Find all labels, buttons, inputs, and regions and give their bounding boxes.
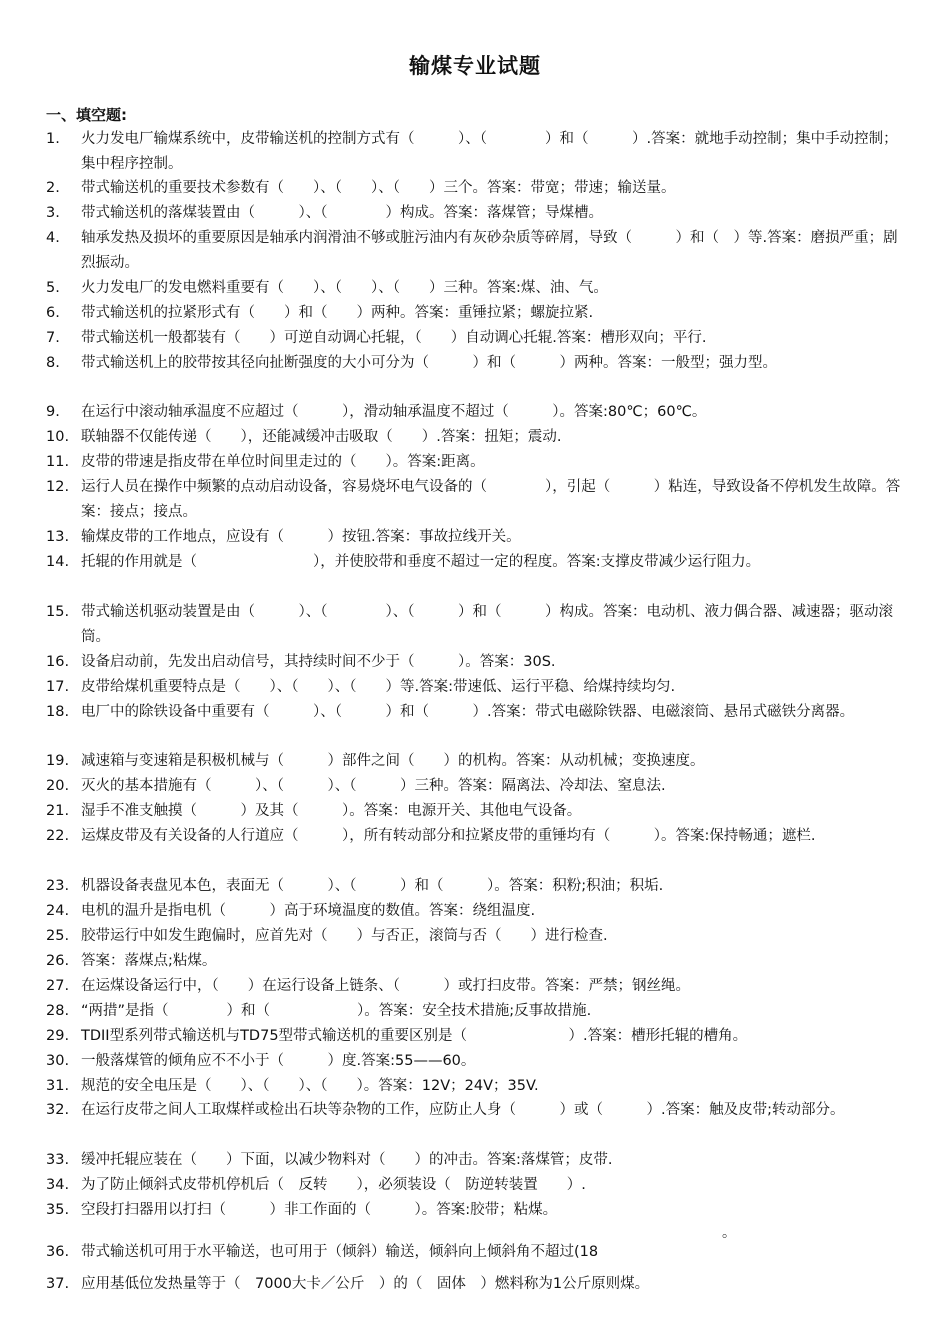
question-item bbox=[46, 774, 912, 799]
question-text: 电机的温升是指电机（ ）高于环境温度的数值。答案：绕组温度. bbox=[81, 903, 536, 919]
question-number: 23. bbox=[46, 878, 70, 894]
question-number: 9. bbox=[46, 404, 60, 420]
question-item bbox=[46, 1148, 912, 1173]
question-text: 皮带的带速是指皮带在单位时间里走过的（ ）。答案:距离。 bbox=[81, 454, 485, 470]
question-number: 10. bbox=[46, 429, 70, 445]
page-title: 输煤专业试题 bbox=[409, 54, 541, 78]
question-item bbox=[46, 425, 912, 450]
question-text: 胶带运行中如发生跑偏时，应首先对（ ）与否正，滚筒与否（ ）进行检查. bbox=[81, 928, 608, 944]
question-number: 14. bbox=[46, 554, 70, 570]
question-number: 15. bbox=[46, 604, 70, 620]
question-item bbox=[46, 475, 912, 524]
question-number: 21. bbox=[46, 803, 70, 819]
question-number: 18. bbox=[46, 704, 70, 720]
question-number: 12. bbox=[46, 479, 70, 495]
question-number: 32. bbox=[46, 1102, 70, 1118]
question-item bbox=[46, 874, 912, 899]
question-item bbox=[46, 799, 912, 824]
question-text: 湿手不准支触摸（ ）及其（ ）。答案：电源开关、其他电气设备。 bbox=[81, 803, 582, 819]
question-item bbox=[46, 1049, 912, 1074]
question-item bbox=[46, 525, 912, 550]
question-number: 20. bbox=[46, 778, 70, 794]
question-item bbox=[46, 1024, 912, 1049]
question-text: 应用基低位发热量等于（ 7000大卡／公斤 ）的（ 固体 ）燃料称为1公斤原则煤。 bbox=[81, 1276, 650, 1292]
question-item bbox=[46, 1173, 912, 1198]
question-number: 36. bbox=[46, 1244, 70, 1260]
question-text: 带式输送机可用于水平输送，也可用于（倾斜）输送，倾斜向上倾斜角不超过(18 bbox=[81, 1244, 599, 1260]
question-text: 带式输送机的重要技术参数有（ ）、（ ）、（ ）三个。答案：带宽；带速；输送量。 bbox=[81, 180, 676, 196]
question-item bbox=[46, 226, 912, 275]
question-number: 24. bbox=[46, 903, 70, 919]
question-item bbox=[46, 1198, 912, 1223]
question-number: 1. bbox=[46, 131, 60, 147]
question-text: 在运煤设备运行中，（ ）在运行设备上链条、（ ）或打扫皮带。答案：严禁；钢丝绳。 bbox=[81, 978, 690, 994]
question-text: 设备启动前，先发出启动信号，其持续时间不少于（ ）。答案：30S. bbox=[81, 654, 556, 670]
question-item bbox=[46, 1074, 912, 1099]
question-text: 一般落煤管的倾角应不不小于（ ）度.答案:55——60。 bbox=[81, 1053, 476, 1069]
question-text: 带式输送机的拉紧形式有（ ）和（ ）两种。答案：重锤拉紧；螺旋拉紧. bbox=[81, 305, 594, 321]
question-number: 22. bbox=[46, 828, 70, 844]
question-number: 5. bbox=[46, 280, 60, 296]
question-text: 规范的安全电压是（ ）、（ ）、（ ）。答案：12V；24V；35V. bbox=[81, 1078, 539, 1094]
question-item bbox=[46, 176, 912, 201]
question-number: 27. bbox=[46, 978, 70, 994]
question-item bbox=[46, 650, 912, 675]
question-item bbox=[46, 824, 912, 849]
question-item bbox=[46, 400, 912, 425]
question-text: 火力发电厂的发电燃料重要有（ ）、（ ）、（ ）三种。答案:煤、油、气。 bbox=[81, 280, 608, 296]
question-text: 答案：落煤点;粘煤。 bbox=[81, 953, 217, 969]
question-item bbox=[46, 899, 912, 924]
question-item bbox=[46, 127, 912, 176]
question-number: 4. bbox=[46, 230, 60, 246]
question-text: 输煤皮带的工作地点，应设有（ ）按钮.答案：事故拉线开关。 bbox=[81, 529, 521, 545]
question-item bbox=[46, 600, 912, 649]
question-number: 35. bbox=[46, 1202, 70, 1218]
question-item bbox=[46, 351, 912, 376]
question-number: 8. bbox=[46, 355, 60, 371]
question-number: 28. bbox=[46, 1003, 70, 1019]
question-text: 电厂中的除铁设备中重要有（ ）、（ ）和（ ）.答案：带式电磁除铁器、电磁滚筒、悬吊式磁铁分离器。 bbox=[81, 704, 855, 720]
question-item bbox=[46, 1240, 912, 1265]
question-item bbox=[46, 276, 912, 301]
question-number: 7. bbox=[46, 330, 60, 346]
question-number: 25. bbox=[46, 928, 70, 944]
question-number: 37. bbox=[46, 1276, 70, 1292]
question-text: 在运行皮带之间人工取煤样或检出石块等杂物的工作，应防止人身（ ）或（ ）.答案：触及皮带;转动部分。 bbox=[81, 1102, 845, 1118]
question-text: 皮带给煤机重要特点是（ ）、（ ）、（ ）等.答案:带速低、运行平稳、给煤持续均匀. bbox=[81, 679, 676, 695]
question-item bbox=[46, 924, 912, 949]
question-text: 带式输送机一般都装有（ ）可逆自动调心托辊，（ ）自动调心托辊.答案：槽形双向；平行. bbox=[81, 330, 707, 346]
stray-mark: 。 bbox=[722, 1225, 736, 1241]
question-text: 运煤皮带及有关设备的人行道应（ ），所有转动部分和拉紧皮带的重锤均有（ ）。答案:保持畅通；遮栏. bbox=[81, 828, 816, 844]
question-item bbox=[46, 974, 912, 999]
question-text: 轴承发热及损坏的重要原因是轴承内润滑油不够或脏污油内有灰砂杂质等碎屑，导致（ ）和（ ）等.答案：磨损严重；剧烈振动。 bbox=[81, 230, 898, 271]
question-text: 灭火的基本措施有（ ）、（ ）、（ ）三种。答案：隔离法、冷却法、窒息法. bbox=[81, 778, 666, 794]
question-text: 减速箱与变速箱是积极机械与（ ）部件之间（ ）的机构。答案：从动机械；变换速度。 bbox=[81, 753, 705, 769]
question-number: 34. bbox=[46, 1177, 70, 1193]
section-heading: 一、填空题: bbox=[46, 106, 127, 124]
question-item bbox=[46, 949, 912, 974]
question-item bbox=[46, 700, 912, 725]
question-text: 带式输送机的落煤装置由（ ）、（ ）构成。答案：落煤管；导煤槽。 bbox=[81, 205, 603, 221]
question-number: 13. bbox=[46, 529, 70, 545]
question-item bbox=[46, 326, 912, 351]
question-text: “两措”是指（ ）和（ ）。答案：安全技术措施;反事故措施. bbox=[81, 1003, 592, 1019]
question-number: 3. bbox=[46, 205, 60, 221]
question-text: 缓冲托辊应装在（ ）下面，以减少物料对（ ）的冲击。答案:落煤管；皮带. bbox=[81, 1152, 613, 1168]
question-text: 运行人员在操作中频繁的点动启动设备，容易烧坏电气设备的（ ），引起（ ）粘连，导致设备不停机发生故障。答案：接点；接点。 bbox=[81, 479, 901, 520]
question-number: 6. bbox=[46, 305, 60, 321]
question-item bbox=[46, 1098, 912, 1123]
question-number: 17. bbox=[46, 679, 70, 695]
question-number: 30. bbox=[46, 1053, 70, 1069]
question-item bbox=[46, 550, 912, 575]
question-number: 2. bbox=[46, 180, 60, 196]
question-text: 为了防止倾斜式皮带机停机后（ 反转 ），必须装设（ 防逆转装置 ）. bbox=[81, 1177, 586, 1193]
question-text: 联轴器不仅能传递（ ），还能减缓冲击吸取（ ）.答案：扭矩；震动. bbox=[81, 429, 562, 445]
question-text: 带式输送机驱动装置是由（ ）、（ ）、（ ）和（ ）构成。答案：电动机、液力偶合器、减速器；驱动滚筒。 bbox=[81, 604, 893, 645]
question-number: 19. bbox=[46, 753, 70, 769]
question-number: 29. bbox=[46, 1028, 70, 1044]
question-number: 26. bbox=[46, 953, 70, 969]
question-item bbox=[46, 999, 912, 1024]
question-item bbox=[46, 749, 912, 774]
question-text: 带式输送机上的胶带按其径向扯断强度的大小可分为（ ）和（ ）两种。答案：一般型；强力型。 bbox=[81, 355, 777, 371]
question-item bbox=[46, 1272, 912, 1297]
question-text: TDII型系列带式输送机与TD75型带式输送机的重要区别是（ ）.答案：槽形托辊的槽角。 bbox=[81, 1028, 748, 1044]
question-item bbox=[46, 450, 912, 475]
question-text: 空段打扫器用以打扫（ ）非工作面的（ ）。答案:胶带；粘煤。 bbox=[81, 1202, 558, 1218]
question-text: 机器设备表盘见本色，表面无（ ）、（ ）和（ ）。答案：积粉;积油；积垢. bbox=[81, 878, 664, 894]
question-item bbox=[46, 201, 912, 226]
question-number: 31. bbox=[46, 1078, 70, 1094]
question-text: 在运行中滚动轴承温度不应超过（ ），滑动轴承温度不超过（ ）。答案:80℃；60℃。 bbox=[81, 404, 707, 420]
question-text: 火力发电厂输煤系统中，皮带输送机的控制方式有（ ）、（ ）和（ ）.答案：就地手动控制；集中手动控制；集中程序控制。 bbox=[81, 131, 898, 172]
question-number: 33. bbox=[46, 1152, 70, 1168]
question-item bbox=[46, 301, 912, 326]
question-number: 16. bbox=[46, 654, 70, 670]
question-number: 11. bbox=[46, 454, 70, 470]
question-text: 托辊的作用就是（ ），并使胶带和垂度不超过一定的程度。答案:支撑皮带减少运行阻力。 bbox=[81, 554, 761, 570]
question-item bbox=[46, 675, 912, 700]
